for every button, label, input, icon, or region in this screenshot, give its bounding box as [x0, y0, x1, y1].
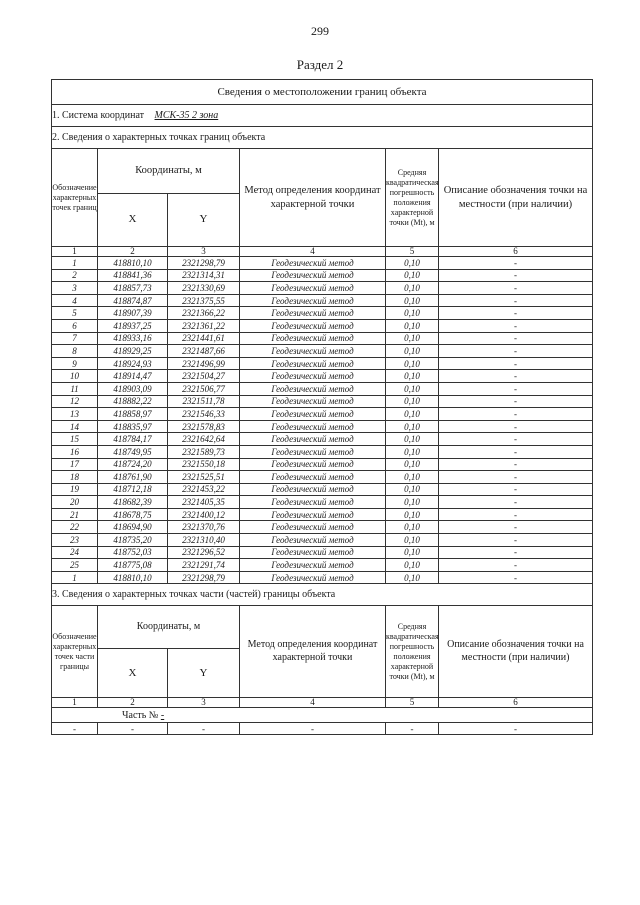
- point-y: 2321487,66: [168, 345, 240, 358]
- column-number: 3: [168, 247, 240, 257]
- coordinate-system-label: 1. Система координат: [52, 110, 145, 121]
- point-number: 25: [52, 559, 98, 572]
- point-description: -: [439, 445, 593, 458]
- point-accuracy: 0,10: [386, 269, 439, 282]
- point-number: 8: [52, 345, 98, 358]
- point-description: -: [439, 408, 593, 421]
- table-row: [52, 483, 593, 496]
- point-x: 418712,18: [98, 483, 168, 496]
- table-row: [52, 458, 593, 471]
- header-part-x: X: [98, 649, 168, 698]
- point-description: -: [439, 508, 593, 521]
- point-number: 10: [52, 370, 98, 383]
- point-accuracy: 0,10: [386, 521, 439, 534]
- point-number: 6: [52, 319, 98, 332]
- point-accuracy: 0,10: [386, 382, 439, 395]
- header-part-coordinates: Координаты, м: [98, 606, 240, 649]
- point-description: -: [439, 282, 593, 295]
- point-y: 2321370,76: [168, 521, 240, 534]
- header-part-accuracy: Средняя квадратическая погрешность положения характерной точки (Mt), м: [386, 606, 439, 698]
- point-number: 15: [52, 433, 98, 446]
- boundary-table: [51, 79, 593, 735]
- point-accuracy: 0,10: [386, 408, 439, 421]
- point-number: 1: [52, 571, 98, 584]
- point-description: -: [439, 269, 593, 282]
- point-x: 418857,73: [98, 282, 168, 295]
- column-number: 4: [240, 247, 386, 257]
- point-y: 2321314,31: [168, 269, 240, 282]
- point-description: -: [439, 483, 593, 496]
- section2-title: 2. Сведения о характерных точках границ объекта: [52, 127, 593, 149]
- point-number: 11: [52, 382, 98, 395]
- point-x: 418841,36: [98, 269, 168, 282]
- header-method: Метод определения координат характерной точки: [240, 149, 386, 247]
- point-description: -: [439, 420, 593, 433]
- column-number: 6: [439, 698, 593, 708]
- table-row: [52, 445, 593, 458]
- point-y: 2321310,40: [168, 534, 240, 547]
- point-description: -: [439, 546, 593, 559]
- point-accuracy: 0,10: [386, 282, 439, 295]
- point-accuracy: 0,10: [386, 458, 439, 471]
- header-part-description: Описание обозначения точки на местности (при наличии): [439, 606, 593, 698]
- header-part-y: Y: [168, 649, 240, 698]
- point-accuracy: 0,10: [386, 294, 439, 307]
- point-x: 418752,03: [98, 546, 168, 559]
- table-row: [52, 269, 593, 282]
- table-row: [52, 382, 593, 395]
- table-row: [52, 395, 593, 408]
- point-x: 418882,22: [98, 395, 168, 408]
- point-y: 2321298,79: [168, 571, 240, 584]
- point-method: Геодезический метод: [240, 458, 386, 471]
- header-part-point-designation: Обозначение характерных точек части границы: [52, 606, 98, 698]
- point-x: 418874,87: [98, 294, 168, 307]
- part-number-row: [52, 708, 593, 723]
- table-row: [52, 534, 593, 547]
- part-number-value: -: [160, 709, 165, 721]
- point-y: 2321441,61: [168, 332, 240, 345]
- point-number: 17: [52, 458, 98, 471]
- point-method: Геодезический метод: [240, 546, 386, 559]
- coordinate-system-value: МСК-35 2 зона: [154, 110, 219, 121]
- point-description: -: [439, 534, 593, 547]
- point-accuracy: 0,10: [386, 471, 439, 484]
- point-y: 2321525,51: [168, 471, 240, 484]
- point-accuracy: 0,10: [386, 357, 439, 370]
- point-y: 2321642,64: [168, 433, 240, 446]
- point-y: 2321511,78: [168, 395, 240, 408]
- table-row: [52, 559, 593, 572]
- point-description: -: [439, 433, 593, 446]
- point-y: 2321361,22: [168, 319, 240, 332]
- point-number: 18: [52, 471, 98, 484]
- point-method: Геодезический метод: [240, 571, 386, 584]
- point-number: 9: [52, 357, 98, 370]
- point-y: 2321291,74: [168, 559, 240, 572]
- point-description: -: [439, 471, 593, 484]
- table-row: [52, 433, 593, 446]
- point-x: 418835,97: [98, 420, 168, 433]
- point-number: 21: [52, 508, 98, 521]
- column-number: 5: [386, 698, 439, 708]
- section3-title: 3. Сведения о характерных точках части (частей) границы объекта: [52, 584, 593, 606]
- point-accuracy: 0,10: [386, 508, 439, 521]
- point-x: 418907,39: [98, 307, 168, 320]
- point-description: -: [439, 370, 593, 383]
- point-method: Геодезический метод: [240, 357, 386, 370]
- table-row: [52, 571, 593, 584]
- header-accuracy: Средняя квадратическая погрешность положения характерной точки (Mt), м: [386, 149, 439, 247]
- point-method: Геодезический метод: [240, 294, 386, 307]
- point-x: 418810,10: [98, 571, 168, 584]
- table-row: [52, 332, 593, 345]
- point-method: Геодезический метод: [240, 307, 386, 320]
- point-method: Геодезический метод: [240, 319, 386, 332]
- column-number: 2: [98, 698, 168, 708]
- point-accuracy: 0,10: [386, 370, 439, 383]
- part-column-numbers-row: [52, 698, 593, 708]
- part-number-label: Часть №: [122, 709, 159, 721]
- point-description: -: [439, 357, 593, 370]
- point-number: 22: [52, 521, 98, 534]
- header-point-designation: Обозначение характерных точек границ: [52, 149, 98, 247]
- point-accuracy: 0,10: [386, 445, 439, 458]
- point-x: 418761,90: [98, 471, 168, 484]
- table-row: [52, 508, 593, 521]
- table-row: [52, 307, 593, 320]
- point-y: 2321298,79: [168, 257, 240, 270]
- point-method: Геодезический метод: [240, 257, 386, 270]
- point-method: Геодезический метод: [240, 483, 386, 496]
- section-title: Раздел 2: [296, 57, 344, 72]
- table-row: [52, 282, 593, 295]
- point-number: 2: [52, 269, 98, 282]
- point-number: 13: [52, 408, 98, 421]
- point-accuracy: 0,10: [386, 534, 439, 547]
- table-row: [52, 420, 593, 433]
- column-number: 1: [52, 698, 98, 708]
- point-description: -: [439, 257, 593, 270]
- point-description: -: [439, 521, 593, 534]
- point-description: -: [439, 395, 593, 408]
- point-y: 2321504,27: [168, 370, 240, 383]
- table-row: [52, 257, 593, 270]
- point-y: 2321546,33: [168, 408, 240, 421]
- header-part-method: Метод определения координат характерной точки: [240, 606, 386, 698]
- page-number: 299: [311, 24, 329, 38]
- point-method: Геодезический метод: [240, 420, 386, 433]
- point-method: Геодезический метод: [240, 559, 386, 572]
- header-coordinates: Координаты, м: [98, 149, 240, 194]
- point-method: Геодезический метод: [240, 496, 386, 509]
- point-y: 2321375,55: [168, 294, 240, 307]
- table-title: Сведения о местоположении границ объекта: [52, 80, 593, 105]
- table-row: [52, 370, 593, 383]
- point-number: 7: [52, 332, 98, 345]
- point-y: 2321589,73: [168, 445, 240, 458]
- point-number: 14: [52, 420, 98, 433]
- part-empty-cell: -: [240, 723, 386, 735]
- point-accuracy: 0,10: [386, 483, 439, 496]
- point-description: -: [439, 332, 593, 345]
- point-method: Геодезический метод: [240, 471, 386, 484]
- point-description: -: [439, 294, 593, 307]
- point-number: 16: [52, 445, 98, 458]
- point-accuracy: 0,10: [386, 546, 439, 559]
- column-number: 3: [168, 698, 240, 708]
- point-number: 12: [52, 395, 98, 408]
- column-number: 5: [386, 247, 439, 257]
- column-number: 1: [52, 247, 98, 257]
- point-method: Геодезический метод: [240, 521, 386, 534]
- point-x: 418724,20: [98, 458, 168, 471]
- point-method: Геодезический метод: [240, 269, 386, 282]
- point-y: 2321330,69: [168, 282, 240, 295]
- point-x: 418694,90: [98, 521, 168, 534]
- point-y: 2321296,52: [168, 546, 240, 559]
- point-method: Геодезический метод: [240, 508, 386, 521]
- point-y: 2321453,22: [168, 483, 240, 496]
- point-accuracy: 0,10: [386, 496, 439, 509]
- point-accuracy: 0,10: [386, 319, 439, 332]
- part-empty-cell: -: [168, 723, 240, 735]
- point-accuracy: 0,10: [386, 420, 439, 433]
- point-x: 418933,16: [98, 332, 168, 345]
- table-row: [52, 471, 593, 484]
- point-x: 418858,97: [98, 408, 168, 421]
- point-number: 20: [52, 496, 98, 509]
- point-number: 19: [52, 483, 98, 496]
- coordinate-system-row: [52, 105, 593, 127]
- point-method: Геодезический метод: [240, 345, 386, 358]
- point-accuracy: 0,10: [386, 571, 439, 584]
- part-empty-cell: -: [439, 723, 593, 735]
- column-number: 4: [240, 698, 386, 708]
- point-method: Геодезический метод: [240, 534, 386, 547]
- table-row: [52, 345, 593, 358]
- column-number: 6: [439, 247, 593, 257]
- point-y: 2321578,83: [168, 420, 240, 433]
- point-x: 418914,47: [98, 370, 168, 383]
- point-y: 2321506,77: [168, 382, 240, 395]
- part-empty-cell: -: [386, 723, 439, 735]
- point-y: 2321405,35: [168, 496, 240, 509]
- point-number: 4: [52, 294, 98, 307]
- point-description: -: [439, 496, 593, 509]
- point-x: 418784,17: [98, 433, 168, 446]
- point-x: 418735,20: [98, 534, 168, 547]
- point-x: 418749,95: [98, 445, 168, 458]
- point-accuracy: 0,10: [386, 559, 439, 572]
- header-description: Описание обозначения точки на местности (при наличии): [439, 149, 593, 247]
- point-method: Геодезический метод: [240, 445, 386, 458]
- point-description: -: [439, 319, 593, 332]
- column-numbers-row: [52, 247, 593, 257]
- table-row: [52, 319, 593, 332]
- point-accuracy: 0,10: [386, 307, 439, 320]
- point-x: 418924,93: [98, 357, 168, 370]
- table-row: [52, 521, 593, 534]
- table-row: [52, 357, 593, 370]
- point-accuracy: 0,10: [386, 332, 439, 345]
- point-x: 418682,39: [98, 496, 168, 509]
- point-description: -: [439, 559, 593, 572]
- table-row: [52, 496, 593, 509]
- point-description: -: [439, 458, 593, 471]
- point-method: Геодезический метод: [240, 282, 386, 295]
- table-row: [52, 408, 593, 421]
- point-y: 2321366,22: [168, 307, 240, 320]
- part-empty-row: [52, 723, 593, 735]
- part-empty-cell: -: [52, 723, 98, 735]
- point-description: -: [439, 307, 593, 320]
- point-method: Геодезический метод: [240, 332, 386, 345]
- point-method: Геодезический метод: [240, 395, 386, 408]
- part-empty-cell: -: [98, 723, 168, 735]
- point-x: 418937,25: [98, 319, 168, 332]
- point-y: 2321550,18: [168, 458, 240, 471]
- point-method: Геодезический метод: [240, 408, 386, 421]
- point-description: -: [439, 345, 593, 358]
- point-accuracy: 0,10: [386, 345, 439, 358]
- point-method: Геодезический метод: [240, 382, 386, 395]
- table-row: [52, 546, 593, 559]
- point-accuracy: 0,10: [386, 433, 439, 446]
- point-x: 418810,10: [98, 257, 168, 270]
- point-accuracy: 0,10: [386, 257, 439, 270]
- point-x: 418678,75: [98, 508, 168, 521]
- point-accuracy: 0,10: [386, 395, 439, 408]
- point-x: 418775,08: [98, 559, 168, 572]
- table-row: [52, 294, 593, 307]
- point-number: 24: [52, 546, 98, 559]
- column-number: 2: [98, 247, 168, 257]
- point-description: -: [439, 571, 593, 584]
- point-x: 418903,09: [98, 382, 168, 395]
- point-x: 418929,25: [98, 345, 168, 358]
- point-number: 5: [52, 307, 98, 320]
- header-y: Y: [168, 194, 240, 247]
- point-method: Геодезический метод: [240, 370, 386, 383]
- point-y: 2321496,99: [168, 357, 240, 370]
- header-x: X: [98, 194, 168, 247]
- point-description: -: [439, 382, 593, 395]
- point-number: 1: [52, 257, 98, 270]
- point-method: Геодезический метод: [240, 433, 386, 446]
- point-y: 2321400,12: [168, 508, 240, 521]
- point-number: 3: [52, 282, 98, 295]
- point-number: 23: [52, 534, 98, 547]
